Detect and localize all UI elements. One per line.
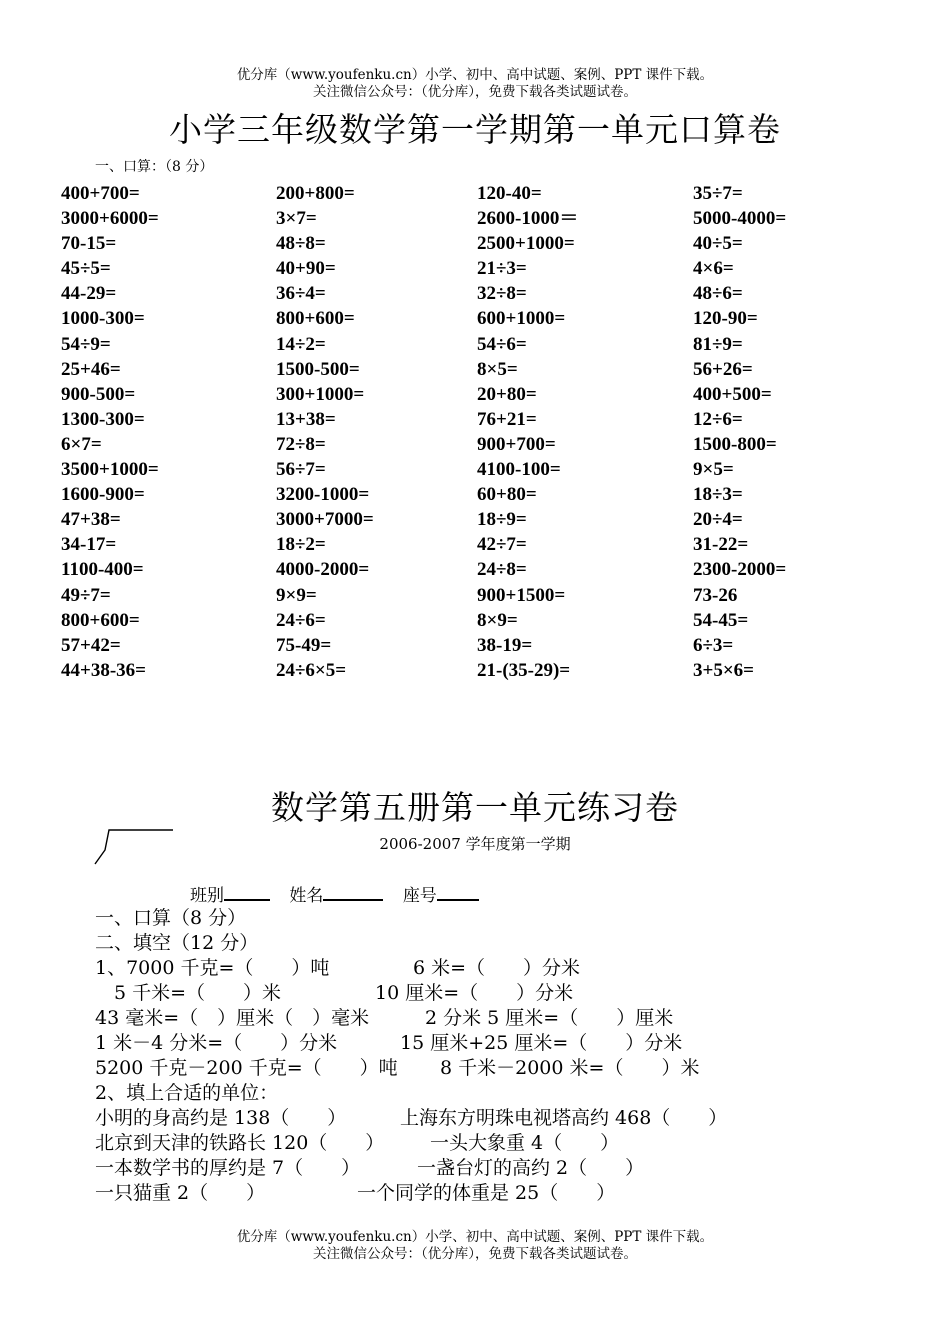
- math-problem: 5000-4000=: [693, 208, 787, 230]
- math-problem: 38-19=: [477, 634, 533, 656]
- math-problem: 4000-2000=: [276, 559, 370, 581]
- math-problem: 9×5=: [693, 459, 734, 481]
- paper2-subtitle: 2006-2007 学年度第一学期: [379, 835, 571, 853]
- math-problem: 300+1000=: [276, 383, 365, 405]
- problem-row: [61, 206, 921, 231]
- problem-row: [61, 281, 921, 306]
- problem-row: [61, 181, 921, 206]
- math-problem: 2300-2000=: [693, 559, 787, 581]
- math-problem: 49÷7=: [61, 584, 111, 606]
- page-footer: [0, 1229, 950, 1263]
- math-problem: 400+500=: [693, 383, 772, 405]
- math-problem: 70-15=: [61, 233, 117, 255]
- math-problem: 120-40=: [477, 183, 542, 204]
- math-problem: 56÷7=: [276, 459, 326, 481]
- math-problem: 45÷5=: [61, 258, 111, 280]
- math-problem: 200+800=: [276, 183, 355, 204]
- math-problem: 24÷6×5=: [276, 659, 347, 681]
- math-problem: 6×7=: [61, 433, 102, 455]
- problem-row: [61, 633, 921, 658]
- math-problem: 900-500=: [61, 383, 136, 405]
- seat-label: 座号: [402, 886, 437, 906]
- math-problem: 47+38=: [61, 509, 121, 531]
- math-problem: 800+600=: [61, 609, 140, 631]
- math-problem: 24÷8=: [477, 559, 527, 581]
- math-problem: 1500-500=: [276, 358, 360, 380]
- math-problem: 18÷3=: [693, 484, 743, 506]
- problem-row: [61, 231, 921, 256]
- math-problem: 72÷8=: [276, 433, 326, 455]
- math-problem: 1300-300=: [61, 408, 145, 430]
- math-problem: 73-26: [693, 584, 738, 606]
- problem-row: [61, 532, 921, 557]
- math-problem: 6÷3=: [693, 634, 734, 656]
- math-problem: 9×9=: [276, 584, 317, 606]
- math-problem: 56+26=: [693, 358, 753, 380]
- math-problem: 42÷7=: [477, 534, 527, 556]
- math-problem: 900+1500=: [477, 584, 566, 606]
- math-problem: 3000+6000=: [61, 208, 159, 230]
- problem-row: [61, 432, 921, 457]
- math-problem: 4×6=: [693, 258, 734, 280]
- problem-row: [61, 507, 921, 532]
- math-problem: 57+42=: [61, 634, 121, 656]
- problem-row: [61, 658, 921, 683]
- math-problem: 20+80=: [477, 383, 537, 405]
- math-problem: 44-29=: [61, 283, 117, 305]
- problem-row: [61, 407, 921, 432]
- math-problem: 600+1000=: [477, 308, 566, 330]
- math-problem: 1500-800=: [693, 433, 777, 455]
- name-label: 姓名: [289, 886, 324, 906]
- math-problem: 36÷4=: [276, 283, 326, 305]
- paper1-title: 小学三年级数学第一学期第一单元口算卷: [169, 110, 781, 149]
- math-problem: 3000+7000=: [276, 509, 374, 531]
- math-problem: 3+5×6=: [693, 659, 754, 681]
- math-problem: 76+21=: [477, 408, 537, 430]
- math-problem: 20÷4=: [693, 509, 743, 531]
- math-problem: 54÷9=: [61, 333, 111, 355]
- math-problem: 3200-1000=: [276, 484, 370, 506]
- math-problem: 2500+1000=: [477, 233, 575, 255]
- math-problem: 24÷6=: [276, 609, 326, 631]
- math-problem: 75-49=: [276, 634, 332, 656]
- math-problem: 1600-900=: [61, 484, 145, 506]
- math-problem: 3×7=: [276, 208, 317, 230]
- class-label: 班别: [190, 886, 224, 906]
- math-problem: 120-90=: [693, 308, 758, 330]
- header-line-1: 优分库（www.youfenku.cn）小学、初中、高中试题、案例、PPT 课件下载。: [236, 67, 714, 83]
- paper1-section-heading: 一、口算：（8 分）: [95, 159, 214, 175]
- math-problem: 48÷6=: [693, 283, 743, 305]
- math-problem: 40÷5=: [693, 233, 743, 255]
- math-problem: 8×5=: [477, 358, 518, 380]
- problem-row: [61, 457, 921, 482]
- math-problem: 800+600=: [276, 308, 355, 330]
- footer-line-1: 优分库（www.youfenku.cn）小学、初中、高中试题、案例、PPT 课件下载。: [236, 1229, 714, 1245]
- class-blank: [224, 883, 270, 901]
- math-problem: 13+38=: [276, 408, 336, 430]
- math-problem: 400+700=: [61, 183, 140, 204]
- problem-row: [61, 332, 921, 357]
- problem-row: [61, 382, 921, 407]
- page-header: [0, 67, 950, 101]
- math-problem: 3500+1000=: [61, 459, 159, 481]
- footer-line-2: 关注微信公众号：（优分库），免费下载各类试题试卷。: [313, 1246, 637, 1262]
- student-info-line: [190, 883, 493, 908]
- math-problem: 900+700=: [477, 433, 556, 455]
- problem-row: [61, 608, 921, 633]
- math-problem: 21-(35-29)=: [477, 659, 571, 681]
- math-problem: 54÷6=: [477, 333, 527, 355]
- problem-row: [61, 256, 921, 281]
- math-problem: 1100-400=: [61, 559, 144, 581]
- math-problem: 40+90=: [276, 258, 336, 280]
- math-problem: 60+80=: [477, 484, 537, 506]
- math-problem: 25+46=: [61, 358, 121, 380]
- math-problem: 44+38-36=: [61, 659, 146, 681]
- math-problem: 8×9=: [477, 609, 518, 631]
- math-problem: 31-22=: [693, 534, 749, 556]
- math-problem: 54-45=: [693, 609, 749, 631]
- math-problem: 18÷2=: [276, 534, 326, 556]
- math-problem: 18÷9=: [477, 509, 527, 531]
- math-problem: 4100-100=: [477, 459, 561, 481]
- seat-blank: [437, 883, 479, 901]
- math-problem: 48÷8=: [276, 233, 326, 255]
- math-problem: 35÷7=: [693, 183, 743, 204]
- problem-row: [61, 306, 921, 331]
- corner-bracket-mark: [93, 828, 175, 868]
- header-line-2: 关注微信公众号：（优分库），免费下载各类试题试卷。: [313, 84, 637, 100]
- mental-math-grid: [61, 181, 921, 683]
- math-problem: 2600-1000＝: [477, 208, 579, 230]
- math-problem: 34-17=: [61, 534, 117, 556]
- math-problem: 21÷3=: [477, 258, 527, 280]
- math-problem: 14÷2=: [276, 333, 326, 355]
- math-problem: 81÷9=: [693, 333, 743, 355]
- math-problem: 1000-300=: [61, 308, 145, 330]
- problem-row: [61, 482, 921, 507]
- problem-row: [61, 357, 921, 382]
- name-blank: [323, 883, 383, 901]
- problem-row: [61, 557, 921, 582]
- math-problem: 12÷6=: [693, 408, 743, 430]
- problem-row: [61, 583, 921, 608]
- math-problem: 32÷8=: [477, 283, 527, 305]
- paper2-title: 数学第五册第一单元练习卷: [271, 788, 679, 827]
